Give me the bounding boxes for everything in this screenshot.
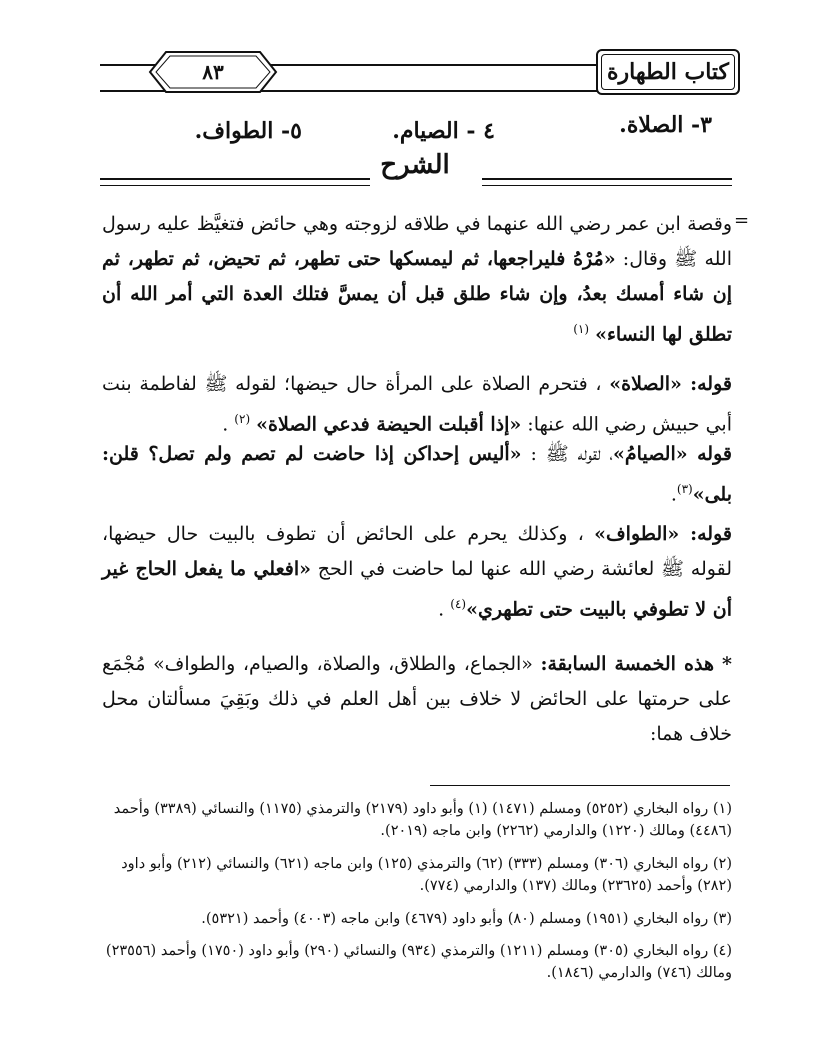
footnote-2: (٢) رواه البخاري (٣٠٦) ومسلم (٣٣٣) (٦٢) والترمذي (١٢٥) وابن ماجه (٦٢١) والنسائي (٢١٢) وأبو داود (٢٨٢) وأحمد (٢٣٦٢٥) ومالك (١٣٧) والدارمي (٧٧٤). [121, 856, 732, 894]
paragraph-5 [102, 647, 732, 752]
list-item-5: ٥- الطواف. [194, 118, 302, 144]
p3-hadith: «أليس إحداكن إذا حاضت لم تصم ولم تصل؟ قلن: بلى» [102, 443, 732, 506]
footnote-1: (١) رواه البخاري (٥٢٥٢) ومسلم (١٤٧١) (١) وأبو داود (٢١٧٩) والترمذي (١١٧٥) والنسائي (٣٣٨٩) وأحمد (٤٤٨٦) ومالك (١٢٢٠) والدارمي (٢٢٦٢) وابن ماجه (٢٠١٩). [113, 801, 732, 839]
p2-label: قوله: «الصلاة» [609, 373, 732, 395]
page-number: ٨٣ [202, 60, 224, 84]
p3-ref: (٣) [676, 482, 693, 496]
page-number-badge [148, 50, 278, 94]
p4-text: ، وكذلك يحرم على الحائض أن تطوف بالبيت حال حيضها، لقوله ﷺ لعائشة رضي الله عنها لما حاضت في الحج [102, 523, 732, 580]
p4-hadith: «افعلي ما يفعل الحاج غير أن لا تطوفي بالبيت حتى تطهري» [102, 558, 732, 621]
p4-label: قوله: «الطواف» [594, 523, 732, 545]
footnote-separator [430, 785, 730, 786]
p1-text: وقصة ابن عمر رضي الله عنهما في طلاقه لزوجته وهي حائض فتغيَّظ عليه رسول الله ﷺ وقال: [102, 213, 732, 270]
p2-ref: (٢) [234, 412, 251, 426]
paragraph-3: قوله «الصيامُ»، لقوله ﷺ : «أليس إحداكن إذا حاضت لم تصم ولم تصل؟ قلن: بلى»$^{(٣)}$. [102, 443, 732, 506]
paragraph-2: قوله: «الصلاة» ، فتحرم الصلاة على المرأة حال حيضها؛ لقوله ﷺ لفاطمة بنت أبي حبيش رضي الله عنها: «إذا أقبلت الحيضة فدعي الصلاة» $^{(٢)}$ . [102, 373, 732, 436]
footnote-3: (٣) رواه البخاري (١٩٥١) ومسلم (٨٠) وأبو داود (٤٦٧٩) وابن ماجه (٤٠٠٣) وأحمد (٥٣٢١). [201, 911, 732, 927]
p1-hadith: «مُرْهُ فليراجعها، ثم ليمسكها حتى تطهر، ثم تحيض، ثم تطهر، ثم إن شاء أمسك بعدُ، وإن شاء طلق قبل أن يمسَّ فتلك العدة التي أمر الله أن تطلق لها النساء» [102, 248, 732, 346]
list-item-3: ٣- الصلاة. [619, 112, 712, 138]
list-item-4: ٤ - الصيام. [392, 118, 495, 144]
continuation-mark: = [734, 210, 750, 231]
p1-ref: (١) [573, 322, 590, 336]
p3-label: قوله «الصيامُ» [613, 443, 732, 465]
chapter-title: كتاب الطهارة [596, 49, 740, 95]
section-title: الشرح [380, 150, 450, 180]
p5-label: * هذه الخمسة السابقة: [540, 653, 732, 675]
p2-hadith: «إذا أقبلت الحيضة فدعي الصلاة» [256, 413, 522, 436]
footnote-4: (٤) رواه البخاري (٣٠٥) ومسلم (١٢١١) والترمذي (٩٣٤) والنسائي (٢٩٠) وأبو داود (١٧٥٠) وأحمد (٢٣٥٥٦) ومالك (٧٤٦) والدارمي (١٨٤٦). [105, 943, 732, 981]
p2-text: ، فتحرم الصلاة على المرأة حال حيضها؛ لقوله ﷺ لفاطمة بنت أبي حبيش رضي الله عنها: [102, 373, 732, 436]
paragraph-1 [102, 207, 732, 352]
paragraph-4: قوله: «الطواف» ، وكذلك يحرم على الحائض أن تطوف بالبيت حال حيضها، لقوله ﷺ لعائشة رضي الله عنها لما حاضت في الحج «افعلي ما يفعل الحاج غير أن لا تطوفي بالبيت حتى تطهري»$^{(٤)}$ . [102, 523, 732, 621]
p3-text: ، لقوله ﷺ : [521, 443, 614, 465]
p5-text: «الجماع، والطلاق، والصلاة، والصيام، والطواف» مُجْمَع على حرمتها على الحائض لا خلاف بين أهل العلم في ذلك وبَقِيَ مسألتان محل خلاف هما: [102, 653, 732, 745]
p4-ref: (٤) [450, 597, 467, 611]
